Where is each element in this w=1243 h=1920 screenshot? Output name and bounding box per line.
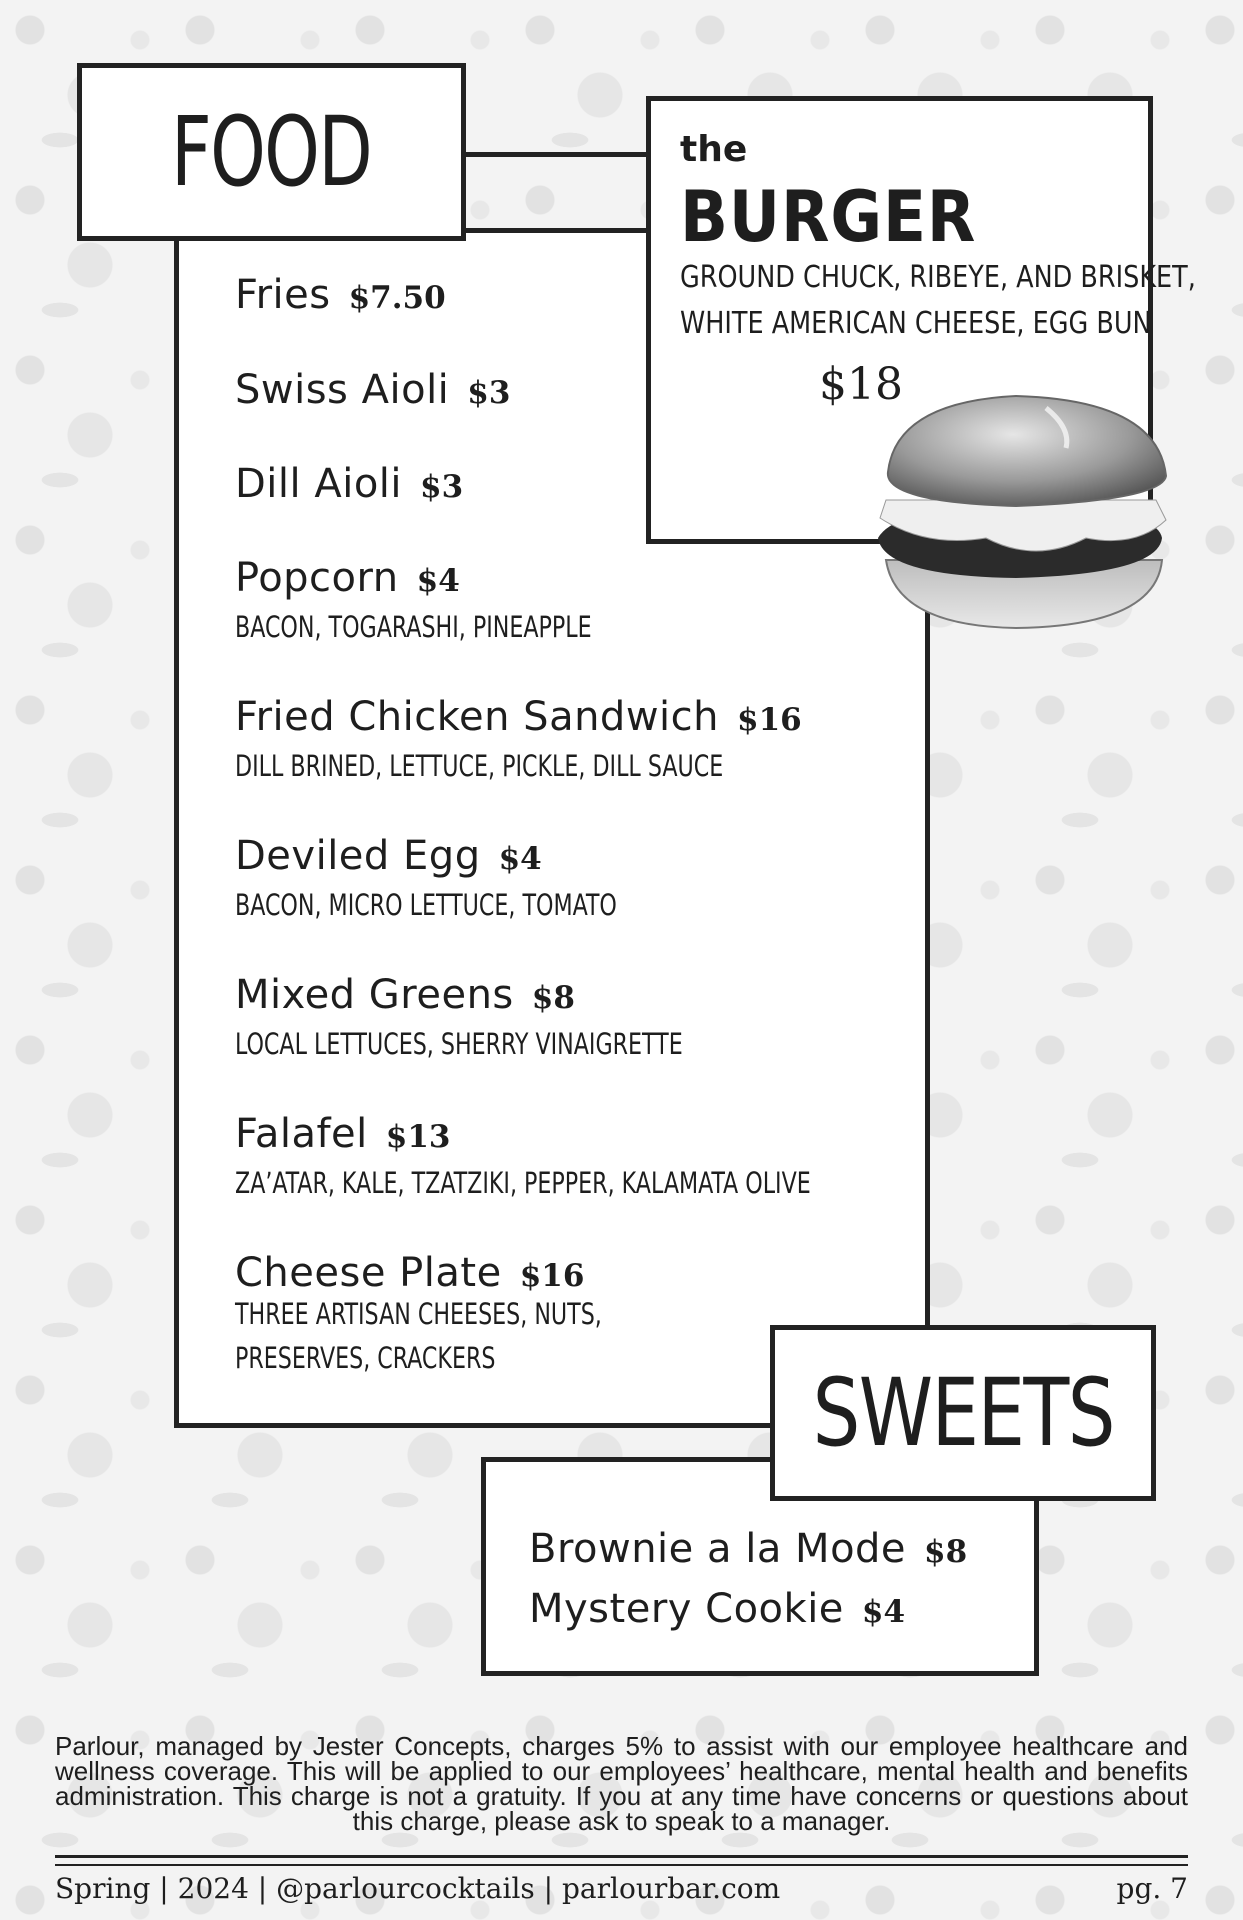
menu-item-brownie [529,1526,967,1572]
item-price: $3 [420,469,464,505]
burger-description [680,255,1196,347]
item-name: Popcorn [235,555,399,601]
item-name: Swiss Aioli [235,367,450,413]
item-description: ZA’ATAR, KALE, TZATZIKI, PEPPER, KALAMATA OLIVE [235,1166,811,1200]
item-description: LOCAL LETTUCES, SHERRY VINAIGRETTE [235,1027,683,1061]
item-price: $4 [861,1594,906,1630]
item-name: Mystery Cookie [529,1586,844,1632]
item-price: $4 [498,841,542,877]
menu-item-popcorn [235,555,655,649]
menu-item-cheese-plate [235,1250,667,1380]
item-name: Mixed Greens [235,972,514,1018]
menu-item-dill-aioli [235,461,463,507]
burger-title: BURGER [680,176,977,258]
item-name: Fries [235,272,331,318]
connector-line [466,152,650,157]
sweets-title: SWEETS [812,1358,1114,1468]
menu-item-mixed-greens [235,972,762,1066]
item-name: Fried Chicken Sandwich [235,694,719,740]
menu-item-fried-chicken-sandwich [235,694,809,788]
menu-item-deviled-egg [235,833,684,927]
item-price: $3 [467,375,511,411]
item-price: $16 [519,1258,585,1294]
burger-the-label: the [680,129,748,170]
menu-item-swiss-aioli [235,367,510,413]
item-price: $4 [416,563,460,599]
item-description: DILL BRINED, LETTUCE, PICKLE, DILL SAUCE [235,749,724,783]
item-description: BACON, TOGARASHI, PINEAPPLE [235,610,592,644]
item-description: BACON, MICRO LETTUCE, TOMATO [235,888,617,922]
sweets-header [770,1325,1156,1501]
item-name: Falafel [235,1111,368,1157]
burger-price: $18 [819,359,903,410]
item-price: $8 [924,1534,968,1570]
item-price: $8 [531,980,575,1016]
item-name: Deviled Egg [235,833,481,879]
item-name: Cheese Plate [235,1250,502,1296]
footer-rule-thin [55,1864,1188,1866]
footer-info: Spring | 2024 | @parlourcocktails | parlourbar.com [55,1872,781,1905]
item-price: $13 [385,1119,451,1155]
item-name: Dill Aioli [235,461,403,507]
food-header [77,63,466,241]
menu-item-fries [235,272,446,318]
menu-item-falafel [235,1111,912,1205]
burger-photo-icon [866,388,1176,636]
page-number: pg. 7 [1116,1872,1188,1905]
item-name: Brownie a la Mode [529,1526,907,1572]
burger-description-line-1: GROUND CHUCK, RIBEYE, AND BRISKET, [680,260,1196,295]
menu-item-mystery-cookie [529,1586,905,1632]
item-description-line-2: PRESERVES, CRACKERS [235,1341,496,1375]
service-charge-note: Parlour, managed by Jester Concepts, charges 5% to assist with our employee healthcare and wellness coverage. This will be applied to our employees’ healthcare, mental health and benefits administration. This charge is not a gratuity. If you at any time have concerns or questions about this charge, please ask to speak to a manager. [55,1731,1188,1836]
burger-description-line-2: WHITE AMERICAN CHEESE, EGG BUN [680,306,1152,341]
item-description: THREE ARTISAN CHEESES, NUTS, [235,1297,602,1331]
food-title: FOOD [171,96,372,208]
footer-rule [55,1855,1188,1858]
item-price: $7.50 [348,280,446,316]
item-price: $16 [737,702,802,738]
